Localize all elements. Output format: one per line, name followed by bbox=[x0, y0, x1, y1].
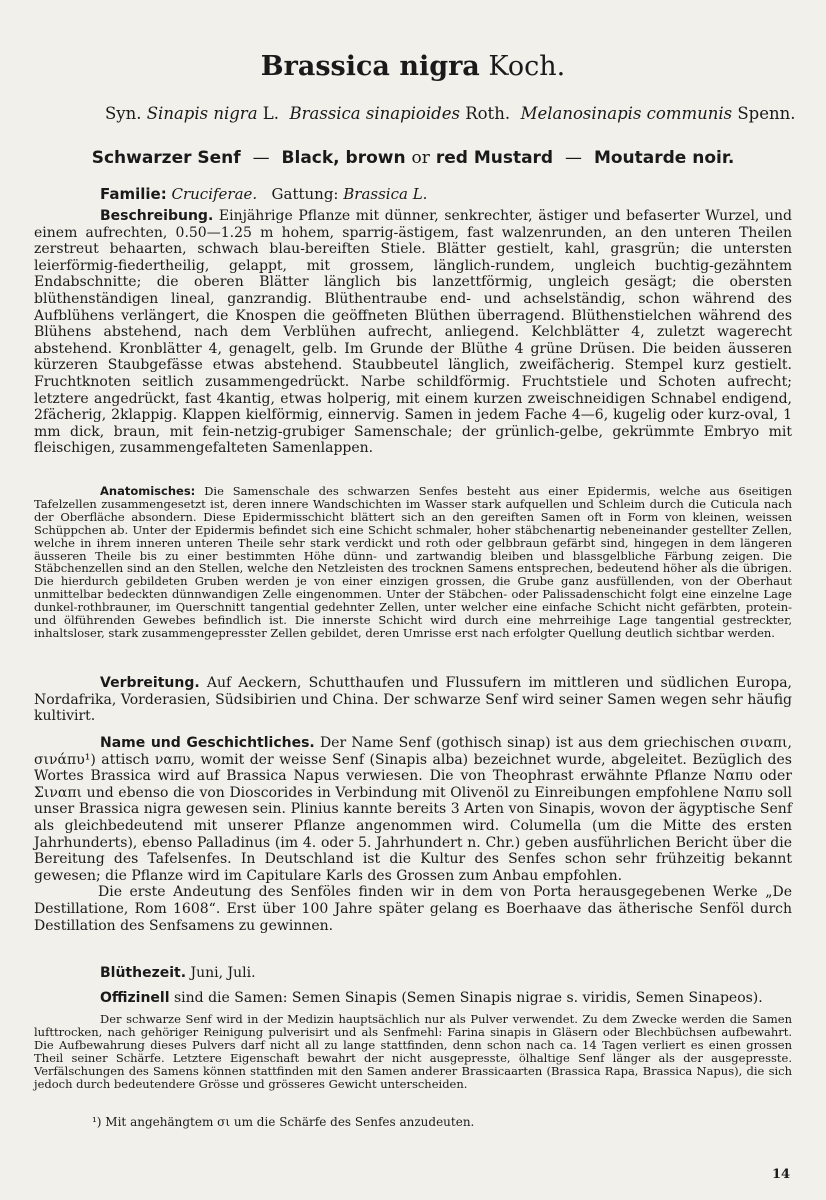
common-name-fr: Moutarde noir. bbox=[593, 148, 735, 168]
page-title bbox=[0, 50, 826, 84]
section-text: sind die Samen: Semen Sinapis (Semen Sinapis nigrae s. viridis, Semen Sinapeos). bbox=[173, 990, 763, 1006]
section-text: Der Name Senf (gothisch sinap) ist aus dem griechischen σιναπι, σινάπυ¹) attisch ναπυ, womit der weisse Senf (Sinapis alba) bezeichnet wurde, abgeleitet. Bezüglich des Wortes Brassica wird auf Brassica Napus verwiesen. Die von Theophrast erwähnte Pflanze Ναπυ oder Σιναπι und ebenso die von Dioscorides in Verbindung mit Olivenöl zu Einreibungen empfohlene Ναπυ soll unser Brassica nigra gewesen sein. Plinius kannte bereits 3 Arten von Sinapis, wovon der ägyptische Senf als gleichbedeutend mit unserer Pflanze angenommen wird. Columella (um die Mitte des ersten Jahrhunderts), ebenso Palladinus (im 4. oder 5. Jahrhundert n. Chr.) geben ausführlichen Bericht über die Bereitung des Tafelsenfes. In Deutschland ist die Kultur des Senfes schon sehr frühzeitig bekannt gewesen; die Pflanze wird im Capitulare Karls des Grossen zum Anbau empfohlen. bbox=[34, 735, 792, 884]
section-heading: Offizinell bbox=[100, 990, 170, 1006]
section-text-2: Die erste Andeutung des Senföles finden wir in dem von Porta herausgegebenen Werke „De Destillatione, Rom 1608“. Erst über 100 Jahre später gelang es Boerhaave das ätherische Senföl durch Destillation des Senfsamens zu gewinnen. bbox=[34, 884, 792, 934]
synonym-3: Melanosinapis communis bbox=[520, 104, 733, 123]
genus-label: Gattung: bbox=[271, 185, 339, 203]
section-heading: Blüthezeit. bbox=[100, 965, 187, 981]
section-text: Der schwarze Senf wird in der Medizin hauptsächlich nur als Pulver verwendet. Zu dem Zwecke werden die Samen lufttrocken, nach gehöriger Reinigung pulverisirt und als Senfmehl: Farina sinapis in Gläsern oder Blechbüchsen aufbewahrt. Die Aufbewahrung dieses Pulvers darf nicht all zu lange stattfinden, denn schon nach ca. 14 Tagen verliert es einen grossen Theil seiner Schärfe. Letztere Eigenschaft bewahrt der nicht ausgepresste, ölhaltige Senf länger als der ausgepresste. Verfälschungen des Samens können stattfinden mit den Samen anderer Brassicaarten (Brassica Rapa, Brassica Napus), die sich jedoch durch bedeutendere Grösse und grösseres Gewicht unterscheiden. bbox=[34, 1012, 792, 1091]
section-heading: Verbreitung. bbox=[100, 675, 200, 691]
synonym-2-author: Roth. bbox=[465, 104, 511, 123]
common-name-en-1: Black, brown bbox=[281, 148, 406, 168]
section-text: Die Samenschale des schwarzen Senfes besteht aus einer Epidermis, welche aus 6seitigen Tafelzellen zusammengesetzt ist, deren innere Wandschichten im Wasser stark aufquellen und Schleim durch die Cuticula nach der Oberfläche absondern. Diese Epidermisschicht blättert sich an den gereiften Samen oft in Form von kleinen, weissen Schüppchen ab. Unter der Epidermis befindet sich eine Schicht schmaler, hoher stäbchenartig nebeneinander gestellter Zellen, welche in ihrem inneren unteren Theile sehr stark verdickt und roth oder gelbbraun gefärbt sind, hingegen in dem längeren äusseren Theile bis zu einer bestimmten Höhe dünn- und zartwandig bleiben und blassgelbliche Färbung zeigen. Die Stäbchenzellen sind an den Stellen, welche den Netzleisten des trocknen Samens entsprechen, bedeutend höher als die übrigen. Die hierdurch gebildeten Gruben werden je von einer einzigen grossen, die Grube ganz ausfüllenden, von der Oberhaut unmittelbar bedeckten dünnwandigen Zelle eingenommen. Unter der Stäbchen- oder Palissadenschicht folgt eine einzelne Lage dunkel-rothbrauner, im Querschnitt tangential gedehnter Zellen, unter welcher eine einfache Schicht nicht gefärbten, protein- und ölführenden Gewebes befindlich ist. Die innerste Schicht wird durch eine mehrreihige Lage tangential gestreckter, inhaltsloser, stark zusammengepresster Zellen gebildet, deren Umrisse erst nach erfolgter Quellung deutlich sichtbar werden. bbox=[34, 484, 792, 640]
section-beschreibung bbox=[34, 208, 792, 457]
family-label: Familie: bbox=[100, 185, 167, 203]
section-text: Auf Aeckern, Schutthaufen und Flussufern im mittleren und südlichen Europa, Nordafrika, Vorderasien, Südsibirien und China. Der schwarze Senf wird seiner Samen wegen sehr häufig kultivirt. bbox=[34, 675, 792, 725]
section-offizinell-detail bbox=[34, 1013, 792, 1090]
family-name: Cruciferae. bbox=[171, 185, 258, 203]
page-number: 14 bbox=[772, 1167, 791, 1182]
common-names-line bbox=[0, 148, 826, 168]
section-name-geschichte bbox=[34, 735, 792, 934]
common-name-en-2: red Mustard bbox=[435, 148, 554, 168]
synonym-1-author: L. bbox=[262, 104, 279, 123]
section-heading: Anatomisches: bbox=[100, 484, 196, 498]
section-heading: Beschreibung. bbox=[100, 208, 214, 224]
common-name-de: Schwarzer Senf bbox=[91, 148, 241, 168]
section-anatomisches bbox=[34, 485, 792, 640]
section-bluethezeit bbox=[34, 965, 792, 982]
synonyms-line bbox=[105, 104, 796, 123]
separator: — bbox=[252, 148, 270, 168]
separator: — bbox=[565, 148, 583, 168]
section-text: Einjährige Pflanze mit dünner, senkrechter, ästiger und befaserter Wurzel, und einem aufrechten, 0.50—1.25 m hohem, sparrig-ästigem, fast walzenrunden, an den unteren Theilen zerstreut behaarten, schwach blau-bereiften Stiele. Blätter gestielt, kahl, grasgrün; die untersten leierförmig-fiedertheilig, gelappt, mit grossem, länglich-rundem, ungleich buchtig-gezähntem Endabschnitte; die oberen Blätter länglich bis lanzettförmig, ungleich gesägt; die obersten blüthenständigen lineal, ganzrandig. Blüthentraube end- und achselständig, schon während des Aufblühens verlängert, die Knospen die geöffneten Blüthen überragend. Blüthenstielchen während des Blühens abstehend, nach dem Verblühen aufrecht, anliegend. Kelchblätter 4, zuletzt wagerecht abstehend. Kronblätter 4, genagelt, gelb. Im Grunde der Blüthe 4 grüne Drüsen. Die beiden äusseren kürzeren Staubgefässe etwas abstehend. Staubbeutel länglich, zweifächerig. Stempel kurz gestielt. Fruchtknoten seitlich zusammengedrückt. Narbe schildförmig. Fruchtstiele und Schoten aufrecht; letztere angedrückt, fast 4kantig, etwas holperig, mit einem kurzen zweischneidigen Schnabel endigend, 2fächerig, 2klappig. Klappen kielförmig, einnervig. Samen in jedem Fache 4—6, kugelig oder kurz-oval, 1 mm dick, braun, mit fein-netzig-grubiger Samenschale; der grünlich-gelbe, gekrümmte Embryo mit fleischigen, zusammengefalteten Samenlappen. bbox=[34, 208, 793, 457]
common-name-or: or bbox=[411, 148, 430, 168]
section-text: Juni, Juli. bbox=[190, 965, 256, 981]
section-verbreitung bbox=[34, 675, 792, 725]
section-offizinell bbox=[34, 990, 792, 1007]
synonym-2: Brassica sinapioides bbox=[289, 104, 460, 123]
synonym-3-author: Spenn. bbox=[737, 104, 796, 123]
synonyms-prefix: Syn. bbox=[105, 104, 142, 123]
genus-name: Brassica L. bbox=[343, 185, 428, 203]
species-author: Koch. bbox=[488, 51, 566, 82]
species-name: Brassica nigra bbox=[260, 51, 480, 82]
footnote: ¹) Mit angehängtem σι um die Schärfe des Senfes anzudeuten. bbox=[92, 1115, 475, 1129]
section-heading: Name und Geschichtliches. bbox=[100, 735, 315, 751]
family-line bbox=[100, 185, 780, 203]
synonym-1: Sinapis nigra bbox=[146, 104, 258, 123]
